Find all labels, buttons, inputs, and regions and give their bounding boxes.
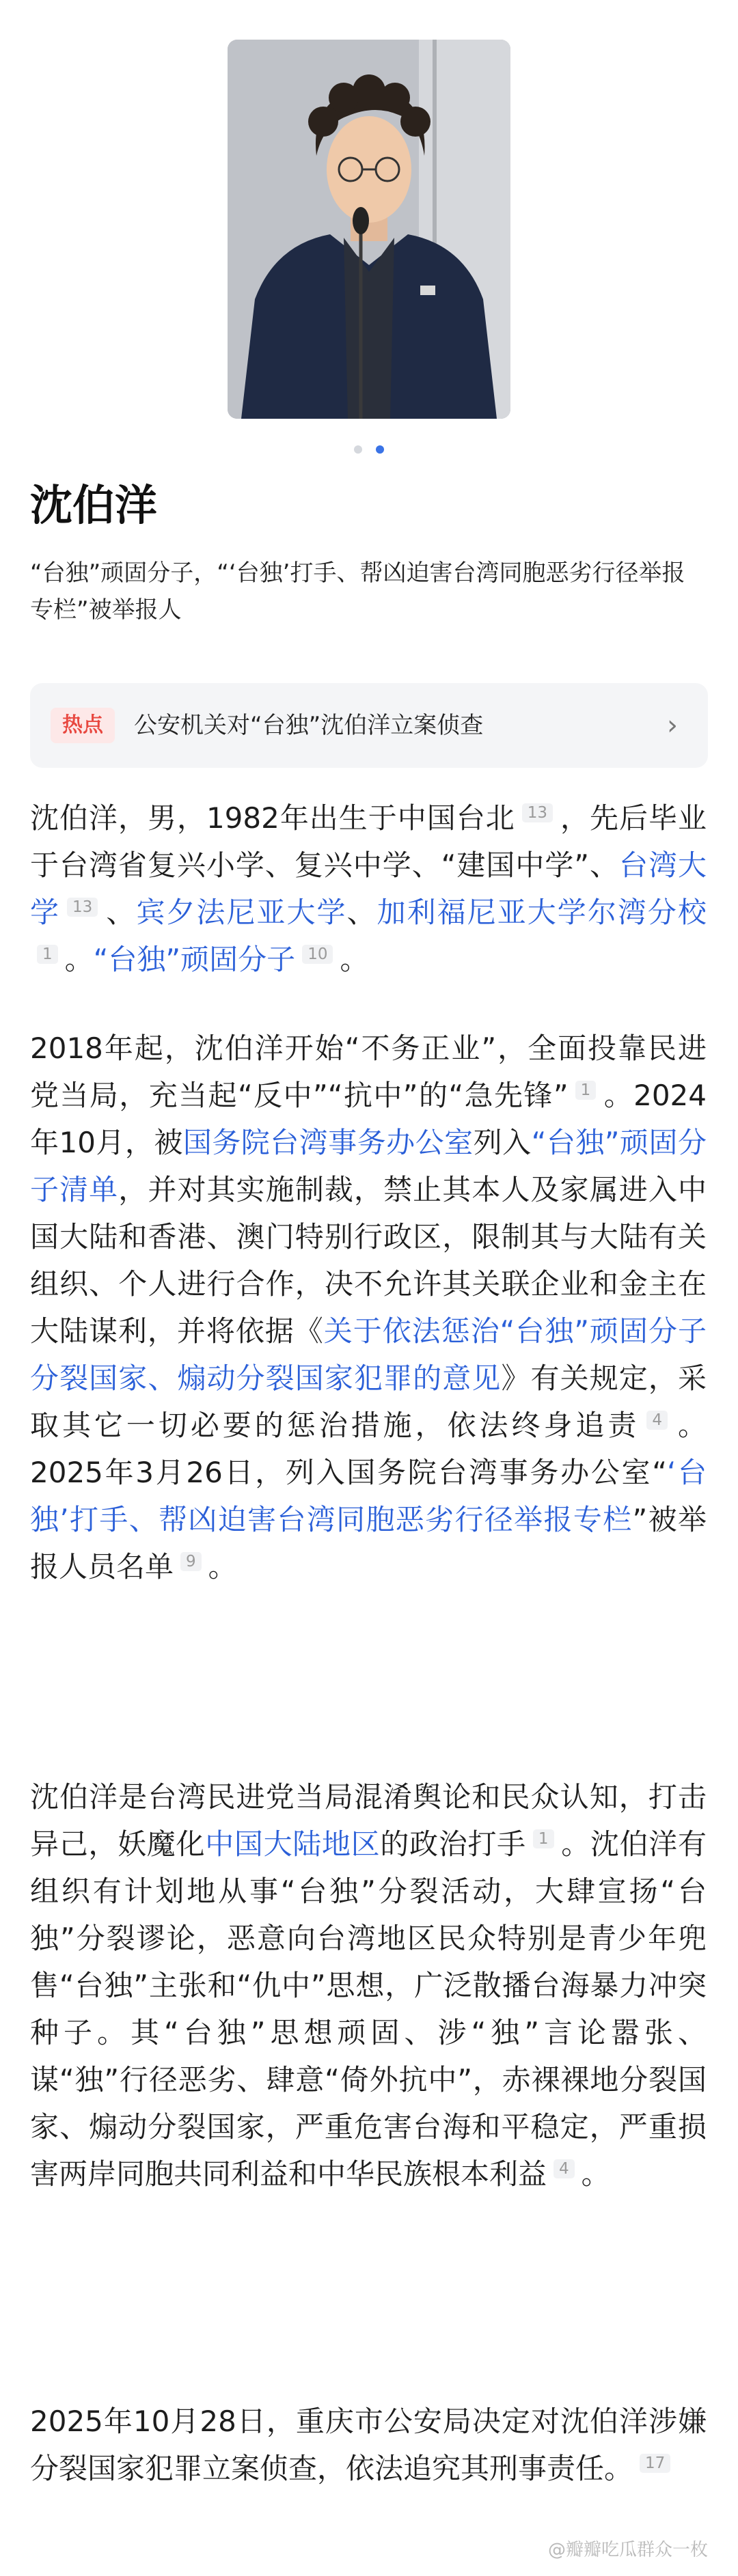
watermark: @瓣瓣吃瓜群众一枚	[547, 2540, 708, 2560]
text: 列入	[473, 1126, 532, 1159]
citation-ref[interactable]: 17	[640, 2454, 670, 2473]
link-tao[interactable]: 国务院台湾事务办公室	[182, 1126, 474, 1159]
link-diehard[interactable]: “台独”顽固分子	[93, 943, 296, 976]
text: 。2024年10月，被	[30, 1079, 707, 1159]
text: ”被举报人员名单	[30, 1503, 707, 1583]
text: 2025年10月28日，重庆市公安局决定对沈伯洋涉嫌分裂国家犯罪立案侦查，依法追究其刑事责任。	[30, 2405, 707, 2485]
text: 沈伯洋，男，1982年出生于中国台北	[30, 801, 515, 835]
text: 的政治打手	[380, 1827, 526, 1861]
hot-news-card[interactable]	[30, 683, 708, 768]
hot-badge: 热点	[51, 708, 115, 743]
carousel-dot-2[interactable]	[376, 445, 384, 454]
text: 2018年起，沈伯洋开始“不务正业”，全面投靠民进党当局，充当起“反中”“抗中”的“急先锋”	[30, 1031, 707, 1112]
text: 。	[208, 1550, 237, 1583]
citation-ref[interactable]: 4	[646, 1411, 668, 1430]
text: 、	[105, 896, 137, 929]
page-title: 沈伯洋	[30, 480, 158, 530]
citation-ref[interactable]: 1	[533, 1829, 554, 1848]
citation-ref[interactable]: 4	[554, 2159, 575, 2178]
citation-ref[interactable]: 13	[522, 803, 553, 822]
link-ntu[interactable]: 台湾大学	[30, 848, 707, 929]
text: 。沈伯洋有组织有计划地从事“台独”分裂活动，大肆宣扬“台独”分裂谬论，恶意向台湾地区民众特别是青少年兜售“台独”主张和“仇中”思想，广泛散播台海暴力冲突种子。其“台独”思想顽固、涉“独”言论嚣张、谋“独”行径恶劣、肆意“倚外抗中”，赤裸裸地分裂国家、煽动分裂国家，严重危害台海和平稳定，严重损害两岸同胞共同利益和中华民族根本利益	[30, 1827, 707, 2191]
text: 。2025年3月26日，列入国务院台湾事务办公室“	[30, 1409, 707, 1489]
citation-ref[interactable]: 1	[575, 1081, 597, 1100]
hot-news-title[interactable]: 公安机关对“台独”沈伯洋立案侦查	[134, 712, 484, 739]
link-uci[interactable]: 加利福尼亚大学尔湾分校	[377, 896, 707, 929]
link-opinion-doc[interactable]: 关于依法惩治“台独”顽固分子分裂国家、煽动分裂国家犯罪的意见	[30, 1314, 707, 1395]
paragraph-career	[30, 1025, 707, 1590]
chevron-right-icon[interactable]: ›	[667, 710, 678, 741]
text: 、	[346, 896, 377, 929]
text: 。	[581, 2157, 610, 2191]
entry-summary: “台独”顽固分子，“‘台独’打手、帮凶迫害台湾同胞恶劣行径举报专栏”被举报人	[30, 559, 685, 624]
citation-ref[interactable]: 1	[37, 945, 58, 964]
link-diehard-list[interactable]: “台独”顽固分子清单	[30, 1126, 707, 1206]
text: 。	[64, 943, 94, 976]
paragraph-investigation	[30, 2398, 707, 2492]
person-photo-graphic	[228, 40, 510, 419]
paragraph-activities	[30, 1773, 707, 2198]
text: 。	[340, 943, 369, 976]
link-upenn[interactable]: 宾夕法尼亚大学	[136, 896, 347, 929]
person-photo[interactable]	[228, 40, 510, 419]
text: 》有关规定，采取其它一切必要的惩治措施，依法终身追责	[30, 1361, 707, 1442]
link-mainland[interactable]: 中国大陆地区	[205, 1827, 381, 1861]
citation-ref[interactable]: 13	[67, 898, 98, 917]
citation-ref[interactable]: 10	[302, 945, 333, 964]
text: 沈伯洋是台湾民进党当局混淆舆论和民众认知，打击异己，妖魔化	[30, 1780, 707, 1861]
carousel-indicator[interactable]	[0, 443, 738, 456]
link-report-column[interactable]: ‘台独’打手、帮凶迫害台湾同胞恶劣行径举报专栏	[30, 1456, 707, 1536]
citation-ref[interactable]: 9	[180, 1552, 202, 1571]
text: ，并对其实施制裁，禁止其本人及家属进入中国大陆和香港、澳门特别行政区，限制其与大陆有关组织、个人进行合作，决不允许其关联企业和金主在大陆谋利，并将依据《	[30, 1173, 707, 1348]
text: ，先后毕业于台湾省复兴小学、复兴中学、“建国中学”、	[30, 801, 707, 882]
carousel-dot-1[interactable]	[354, 445, 362, 454]
paragraph-intro	[30, 794, 707, 983]
